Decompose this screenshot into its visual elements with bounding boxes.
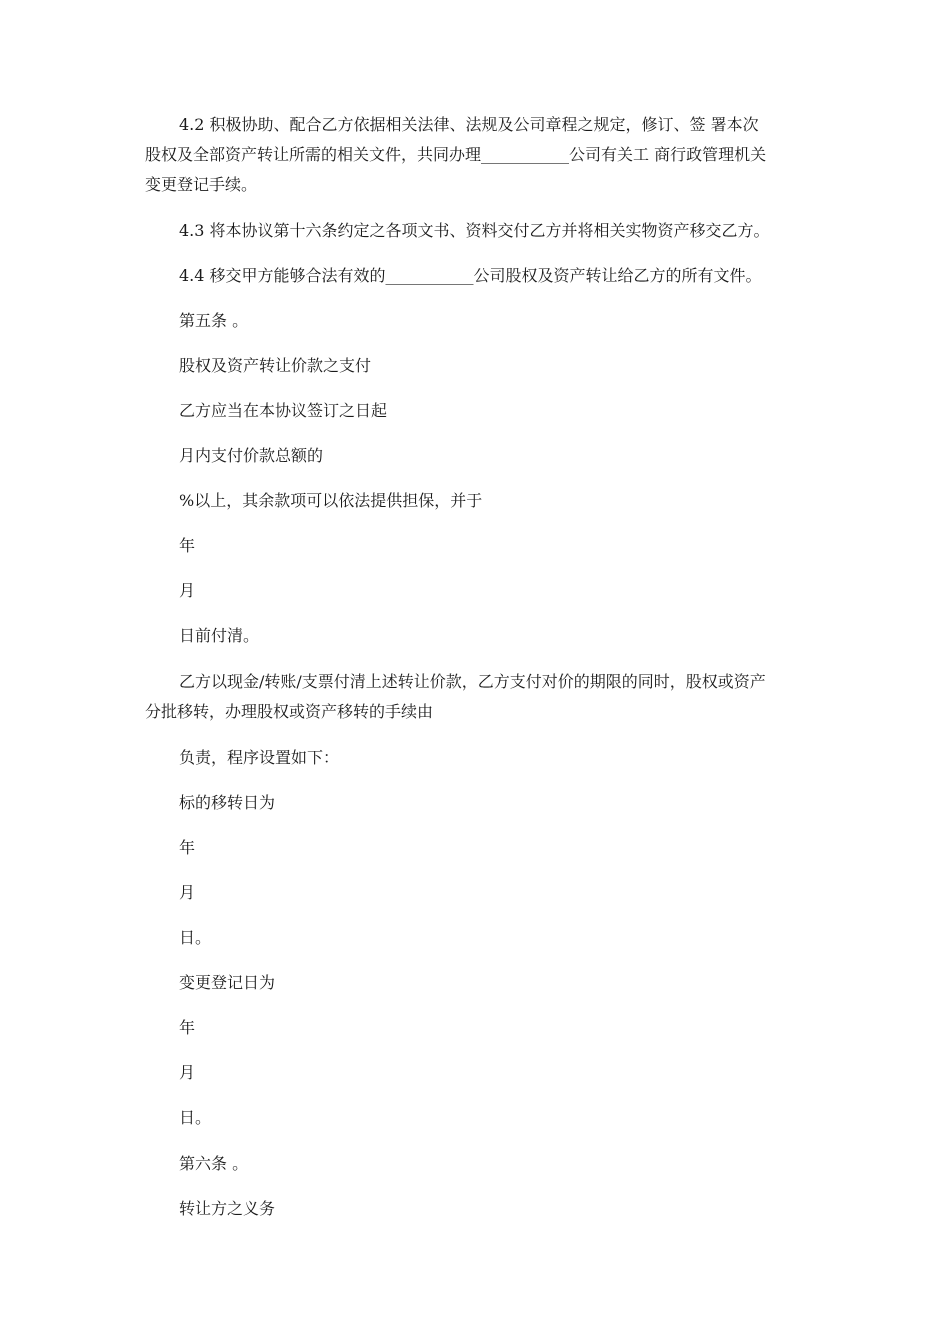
registration-month: 月 [179,1063,196,1082]
transfer-procedure: 负责，程序设置如下： [179,748,340,767]
article-5-title: 股权及资产转让价款之支付 [179,356,372,375]
transfer-line-1: 乙方以现金/转账/支票付清上述转让价款，乙方支付对价的期限的同时，股权或资产 [179,672,766,691]
payment-month: 月 [179,581,196,600]
payment-year: 年 [179,536,196,555]
payment-line-1: 乙方应当在本协议签订之日起 [179,401,388,420]
article-6-title: 转让方之义务 [179,1199,276,1218]
target-year: 年 [179,838,196,857]
clause-4-2-line-1: 4.2 积极协助、配合乙方依据相关法律、法规及公司章程之规定，修订、签 署本次 [179,115,759,134]
payment-day: 日前付清。 [179,626,260,645]
clause-4-2-line-2: 股权及全部资产转让所需的相关文件，共同办理___________公司有关工 商行政管理机关 [145,145,767,164]
payment-line-3: %以上，其余款项可以依法提供担保，并于 [179,491,483,510]
target-month: 月 [179,883,196,902]
registration-date: 变更登记日为 [179,973,276,992]
clause-4-2-line-3: 变更登记手续。 [145,175,258,194]
target-transfer-date: 标的移转日为 [179,793,276,812]
clause-4-3: 4.3 将本协议第十六条约定之各项文书、资料交付乙方并将相关实物资产移交乙方。 [179,221,770,240]
payment-line-2: 月内支付价款总额的 [179,446,324,465]
registration-day: 日。 [179,1108,212,1127]
clause-4-4: 4.4 移交甲方能够合法有效的___________公司股权及资产转让给乙方的所有文件。 [179,266,762,285]
transfer-line-2: 分批移转，办理股权或资产移转的手续由 [145,702,434,721]
registration-year: 年 [179,1018,196,1037]
target-day: 日。 [179,928,212,947]
article-5-heading: 第五条 。 [179,311,249,330]
article-6-heading: 第六条 。 [179,1154,249,1173]
